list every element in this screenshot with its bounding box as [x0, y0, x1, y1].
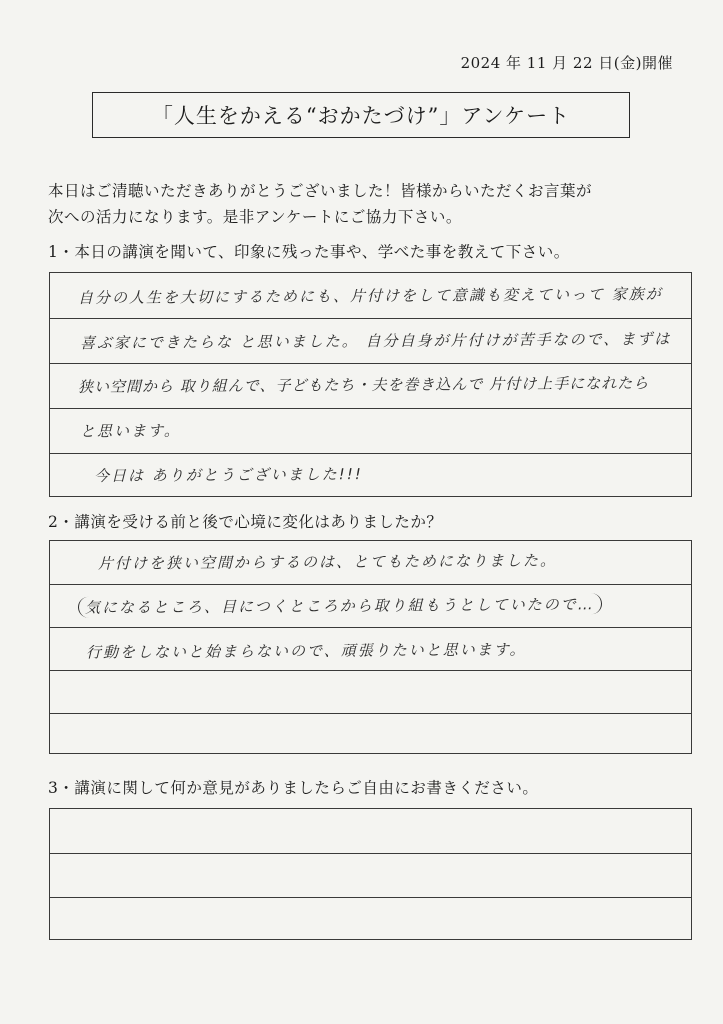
answer-line	[50, 713, 691, 714]
intro-line-1: 本日はご清聴いただきありがとうございました！皆様からいただくお言葉が	[48, 182, 593, 200]
handwritten-answer: 行動をしないと始まらないので、頑張りたいと思います。	[85, 640, 527, 662]
answer-line	[50, 363, 691, 364]
answer-line	[50, 408, 691, 409]
answer-line	[50, 670, 691, 671]
handwritten-answer: 気になるところ、目につくところから取り組もうとしていたので…	[78, 593, 602, 618]
answer-box-2	[49, 540, 692, 754]
answer-line	[50, 453, 691, 454]
handwritten-answer: 片付けを狭い空間からするのは、とてもためになりました。	[97, 551, 558, 573]
event-date: 2024 年 11 月 22 日(金)開催	[460, 54, 673, 72]
question-1-label: 1・本日の講演を聞いて、印象に残った事や、学べた事を教えて下さい。	[48, 243, 570, 261]
handwritten-answer-parenthetical	[78, 593, 602, 618]
title-box	[92, 92, 630, 138]
survey-title: 「人生をかえる“おかたづけ”」アンケート	[151, 104, 571, 128]
question-3-label: 3・講演に関して何か意見がありましたらご自由にお書きください。	[48, 779, 539, 797]
handwritten-answer: 狭い空間から 取り組んで、子どもたち・夫を巻き込んで 片付け上手になれたら	[77, 374, 650, 396]
answer-line	[50, 897, 691, 898]
intro-line-2: 次への活力になります。是非アンケートにご協力下さい。	[48, 208, 462, 226]
answer-line	[50, 584, 691, 585]
answer-box-3	[49, 808, 692, 940]
answer-line	[50, 627, 691, 628]
answer-line	[50, 853, 691, 854]
answer-box-1	[49, 272, 692, 497]
handwritten-answer: 自分の人生を大切にするためにも、片付けをして意識も変えていって 家族が	[77, 284, 663, 308]
handwritten-answer: と思います。	[79, 421, 181, 441]
answer-line	[50, 318, 691, 319]
handwritten-answer: 喜ぶ家にできたらな と思いました。 自分自身が片付けが苦手なので、まずは	[79, 329, 672, 353]
handwritten-answer: 今日は ありがとうございました!!!	[93, 465, 363, 485]
question-2-label: 2・講演を受ける前と後で心境に変化はありましたか？	[48, 513, 443, 531]
intro-text	[48, 178, 688, 230]
